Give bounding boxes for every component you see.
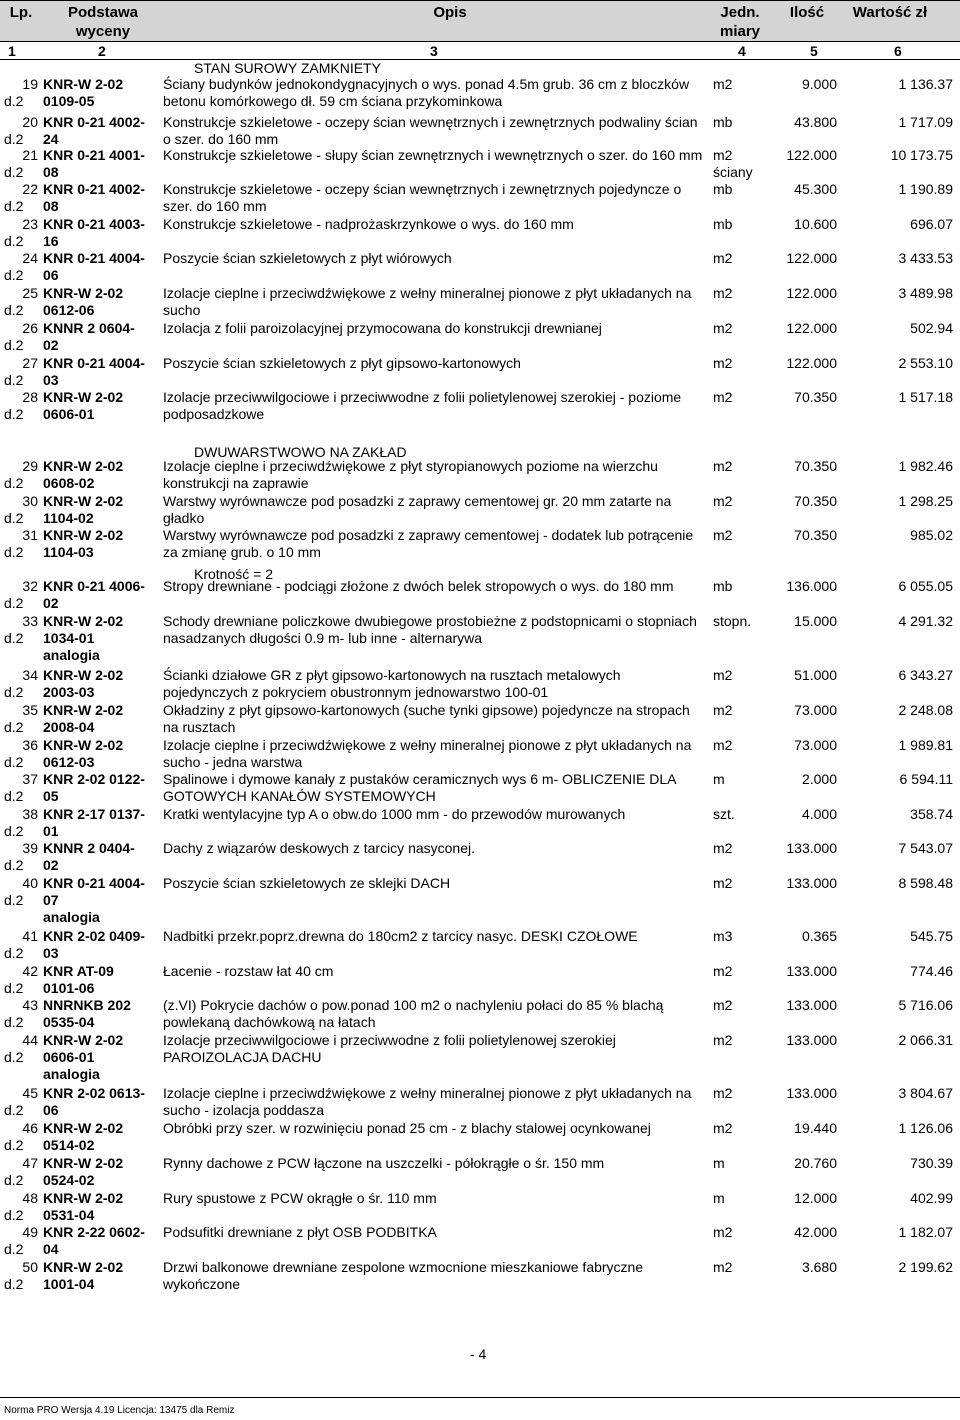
row-value: 3 433.53 — [898, 250, 953, 266]
row-description: Ściany budynków jednokondygnacyjnych o wys. ponad 4.5m grub. 36 cm z bloczków betonu komórkowego dł. 59 cm ściana przykominkowa — [163, 76, 690, 109]
row-unit: m2 — [713, 1032, 733, 1048]
row-description: Konstrukcje szkieletowe - nadprożaskrzynkowe o wys. do 160 mm — [163, 216, 574, 232]
row-quantity: 122.000 — [786, 355, 837, 371]
row-unit: m2 — [713, 702, 733, 718]
row-description: Podsufitki drewniane z płyt OSB PODBITKA — [163, 1224, 437, 1240]
row-description: Konstrukcje szkieletowe - oczepy ścian wewnętrznych i zewnętrznych pojedyncze o szer. do 160 mm — [163, 181, 682, 214]
row-div: d.2 — [4, 892, 24, 908]
row-quantity: 0.365 — [801, 928, 837, 944]
row-unit: mb — [713, 114, 733, 130]
row-basis: KNR 2-02 0122- 05 — [43, 771, 145, 804]
row-description: Okładziny z płyt gipsowo-kartonowych (suche tynki gipsowe) pojedyncze na stropach na rusztach — [163, 702, 690, 735]
row-quantity: 133.000 — [786, 963, 837, 979]
row-description: Izolacja z folii paroizolacyjnej przymocowana do konstrukcji drewnianej — [163, 320, 602, 336]
row-value: 3 804.67 — [898, 1085, 953, 1101]
colnum-4: 4 — [738, 43, 746, 59]
row-unit: m2 — [713, 1120, 733, 1136]
row-unit: m2 — [713, 1224, 733, 1240]
row-div: d.2 — [4, 595, 24, 611]
row-quantity: 133.000 — [786, 840, 837, 856]
row-div: d.2 — [4, 1137, 24, 1153]
row-lp: 47 — [22, 1155, 38, 1171]
row-unit: m2 — [713, 997, 733, 1013]
row-lp: 24 — [22, 250, 38, 266]
row-lp: 22 — [22, 181, 38, 197]
row-quantity: 133.000 — [786, 1032, 837, 1048]
colnum-2: 2 — [98, 43, 106, 59]
header-unit: Jedn. miary — [719, 4, 761, 40]
row-basis: KNR-W 2-02 0608-02 — [43, 458, 124, 491]
row-lp: 42 — [22, 963, 38, 979]
colnum-1: 1 — [8, 43, 16, 59]
row-description: Obróbki przy szer. w rozwinięciu ponad 25 cm - z blachy stalowej ocynkowanej — [163, 1120, 651, 1136]
row-unit: m2 — [713, 1085, 733, 1101]
row-description: Drzwi balkonowe drewniane zespolone wzmocnione mieszkaniowe fabryczne wykończone — [163, 1259, 644, 1292]
table-header — [0, 0, 960, 41]
row-basis: KNR-W 2-02 0531-04 — [43, 1190, 124, 1223]
row-lp: 27 — [22, 355, 38, 371]
row-div: d.2 — [4, 302, 24, 318]
row-quantity: 73.000 — [794, 737, 837, 753]
row-unit: mb — [713, 216, 733, 232]
row-quantity: 133.000 — [786, 997, 837, 1013]
row-description: Konstrukcje szkieletowe - słupy ścian zewnętrznych i wewnętrznych o szer. do 160 mm — [163, 147, 703, 163]
row-description: Izolacje cieplne i przeciwdźwiękowe z wełny mineralnej pionowe z płyt układanych na sucho — [163, 285, 692, 318]
row-value: 502.94 — [910, 320, 953, 336]
row-value: 7 543.07 — [898, 840, 953, 856]
row-quantity: 133.000 — [786, 875, 837, 891]
row-div: d.2 — [4, 1172, 24, 1188]
row-value: 2 199.62 — [898, 1259, 953, 1275]
row-quantity: 19.440 — [794, 1120, 837, 1136]
row-div: d.2 — [4, 198, 24, 214]
row-value: 1 717.09 — [898, 114, 953, 130]
row-div: d.2 — [4, 1241, 24, 1257]
row-basis: KNR-W 2-02 1034-01 analogia — [43, 613, 124, 663]
row-lp: 37 — [22, 771, 38, 787]
row-quantity: 2.000 — [801, 771, 837, 787]
row-quantity: 70.350 — [794, 458, 837, 474]
header-quantity: Ilość — [789, 4, 825, 21]
row-quantity: 122.000 — [786, 320, 837, 336]
row-unit: m2 — [713, 875, 733, 891]
row-lp: 29 — [22, 458, 38, 474]
row-value: 4 291.32 — [898, 613, 953, 629]
row-lp: 44 — [22, 1032, 38, 1048]
row-div: d.2 — [4, 980, 24, 996]
row-description: Spalinowe i dymowe kanały z pustaków ceramicznych wys 6 m- OBLICZENIE DLA GOTOWYCH KANAŁÓW SYSTEMOWYCH — [163, 771, 676, 804]
row-unit: szt. — [713, 806, 735, 822]
row-description: Poszycie ścian szkieletowych z płyt wiórowych — [163, 250, 452, 266]
row-div: d.2 — [4, 823, 24, 839]
row-unit: m2 — [713, 355, 733, 371]
row-basis: KNR-W 2-02 0612-06 — [43, 285, 124, 318]
row-basis: KNR-W 2-02 1104-03 — [43, 527, 124, 560]
row-lp: 48 — [22, 1190, 38, 1206]
row-quantity: 133.000 — [786, 1085, 837, 1101]
row-lp: 31 — [22, 527, 38, 543]
row-value: 358.74 — [910, 806, 953, 822]
row-value: 6 055.05 — [898, 578, 953, 594]
row-value: 1 989.81 — [898, 737, 953, 753]
row-lp: 49 — [22, 1224, 38, 1240]
row-unit: m2 — [713, 76, 733, 92]
row-description: Ścianki działowe GR z płyt gipsowo-kartonowych na rusztach metalowych pojedynczych z pokryciem obustronnym jednowarstwo 100-01 — [163, 667, 621, 700]
row-lp: 50 — [22, 1259, 38, 1275]
row-description: Izolacje cieplne i przeciwdźwiękowe z wełny mineralnej pionowe z płyt układanych na sucho - jedna warstwa — [163, 737, 692, 770]
row-description: Izolacje cieplne i przeciwdźwiękowe z wełny mineralnej pionowe z płyt układanych na sucho - izolacja poddasza — [163, 1085, 692, 1118]
row-div: d.2 — [4, 93, 24, 109]
row-value: 1 298.25 — [898, 493, 953, 509]
row-basis: KNR 2-02 0613- 06 — [43, 1085, 145, 1118]
row-basis: KNR-W 2-02 2003-03 — [43, 667, 124, 700]
row-unit: m2 — [713, 667, 733, 683]
row-quantity: 122.000 — [786, 147, 837, 163]
row-div: d.2 — [4, 131, 24, 147]
colnum-3: 3 — [430, 43, 438, 59]
row-quantity: 51.000 — [794, 667, 837, 683]
row-value: 1 126.06 — [898, 1120, 953, 1136]
row-div: d.2 — [4, 510, 24, 526]
row-div: d.2 — [4, 684, 24, 700]
row-description: Rynny dachowe z PCW łączone na uszczelki - półokrągłe o śr. 150 mm — [163, 1155, 605, 1171]
row-basis: KNR 0-21 4002- 24 — [43, 114, 145, 147]
row-value: 1 136.37 — [898, 76, 953, 92]
row-basis: KNR 0-21 4006- 02 — [43, 578, 145, 611]
row-lp: 43 — [22, 997, 38, 1013]
row-lp: 20 — [22, 114, 38, 130]
row-lp: 23 — [22, 216, 38, 232]
row-lp: 46 — [22, 1120, 38, 1136]
row-value: 1 182.07 — [898, 1224, 953, 1240]
row-quantity: 70.350 — [794, 389, 837, 405]
row-div: d.2 — [4, 475, 24, 491]
row-value: 2 066.31 — [898, 1032, 953, 1048]
row-lp: 40 — [22, 875, 38, 891]
row-quantity: 42.000 — [794, 1224, 837, 1240]
rule-top — [0, 0, 960, 1]
page-number: - 4 — [470, 1346, 487, 1362]
row-unit: mb — [713, 181, 733, 197]
row-basis: KNR-W 2-02 2008-04 — [43, 702, 124, 735]
row-basis: KNR 2-22 0602- 04 — [43, 1224, 145, 1257]
header-basis: Podstawa wyceny — [67, 4, 139, 40]
row-value: 774.46 — [910, 963, 953, 979]
row-lp: 45 — [22, 1085, 38, 1101]
row-description: Stropy drewniane - podciągi złożone z dwóch belek stropowych o wys. do 180 mm — [163, 578, 674, 594]
row-unit: m2 — [713, 320, 733, 336]
row-value: 1 517.18 — [898, 389, 953, 405]
row-description: Warstwy wyrównawcze pod posadzki z zaprawy cementowej - dodatek lub potrącenie za zmianę grub. o 10 mm — [163, 527, 694, 560]
row-unit: mb — [713, 578, 733, 594]
row-div: d.2 — [4, 719, 24, 735]
section-title-dwuwarstwowo: DWUWARSTWOWO NA ZAKŁAD — [194, 444, 407, 460]
row-description: Łacenie - rozstaw łat 40 cm — [163, 963, 334, 979]
row-lp: 36 — [22, 737, 38, 753]
row-unit: m2 — [713, 737, 733, 753]
row-basis: KNR-W 2-02 0606-01 — [43, 389, 124, 422]
row-value: 696.07 — [910, 216, 953, 232]
row-basis: KNR 0-21 4001- 08 — [43, 147, 145, 180]
row-value: 545.75 — [910, 928, 953, 944]
row-basis: KNR AT-09 0101-06 — [43, 963, 114, 996]
row-lp: 38 — [22, 806, 38, 822]
row-div: d.2 — [4, 372, 24, 388]
row-basis: KNR 0-21 4002- 08 — [43, 181, 145, 214]
row-unit: m2 — [713, 493, 733, 509]
row-value: 2 553.10 — [898, 355, 953, 371]
row-basis: KNR-W 2-02 0109-05 — [43, 76, 124, 109]
row-div: d.2 — [4, 857, 24, 873]
row-div: d.2 — [4, 1014, 24, 1030]
row-lp: 30 — [22, 493, 38, 509]
section-title-stan-surowy: STAN SUROWY ZAMKNIETY — [194, 60, 381, 76]
row-basis: KNR 0-21 4004- 06 — [43, 250, 145, 283]
row-value: 402.99 — [910, 1190, 953, 1206]
row-div: d.2 — [4, 945, 24, 961]
row-quantity: 70.350 — [794, 527, 837, 543]
row-value: 6 343.27 — [898, 667, 953, 683]
row-lp: 25 — [22, 285, 38, 301]
row-description: Dachy z wiązarów deskowych z tarcicy nasyconej. — [163, 840, 476, 856]
row-unit: m — [713, 1155, 725, 1171]
row-div: d.2 — [4, 1276, 24, 1292]
row-description: Konstrukcje szkieletowe - oczepy ścian wewnętrznych i zewnętrznych podwaliny ścian o szer. do 160 mm — [163, 114, 698, 147]
row-description: Izolacje przeciwwilgociowe i przeciwwodne z folii polietylenowej szerokiej PAROIZOLACJA DACHU — [163, 1032, 616, 1065]
row-quantity: 3.680 — [801, 1259, 837, 1275]
row-div: d.2 — [4, 630, 24, 646]
row-lp: 28 — [22, 389, 38, 405]
row-unit: m2 — [713, 840, 733, 856]
row-unit: m2 — [713, 389, 733, 405]
row-basis: KNNR 2 0604- 02 — [43, 320, 135, 353]
row-basis: KNR-W 2-02 0514-02 — [43, 1120, 124, 1153]
row-unit: stopn. — [713, 613, 752, 629]
row-unit: m — [713, 771, 725, 787]
row-unit: m2 — [713, 458, 733, 474]
row-description: Izolacje cieplne i przeciwdźwiękowe z płyt styropianowych poziome na wierzchu konstrukcji na zaprawie — [163, 458, 658, 491]
row-div: d.2 — [4, 406, 24, 422]
row-basis: KNR-W 2-02 0612-03 — [43, 737, 124, 770]
row-lp: 35 — [22, 702, 38, 718]
row-value: 3 489.98 — [898, 285, 953, 301]
row-div: d.2 — [4, 1102, 24, 1118]
row-basis: KNR-W 2-02 0524-02 — [43, 1155, 124, 1188]
row-value: 6 594.11 — [899, 771, 953, 787]
row-basis: KNR-W 2-02 1001-04 — [43, 1259, 124, 1292]
row-lp: 32 — [22, 578, 38, 594]
footer-license: Norma PRO Wersja 4.19 Licencja: 13475 dla Remiz — [4, 1405, 235, 1416]
row-value: 5 716.06 — [898, 997, 953, 1013]
row-quantity: 122.000 — [786, 250, 837, 266]
row-unit: m2 — [713, 1259, 733, 1275]
row-div: d.2 — [4, 337, 24, 353]
row-quantity: 20.760 — [794, 1155, 837, 1171]
row-quantity: 9.000 — [801, 76, 837, 92]
row-quantity: 45.300 — [794, 181, 837, 197]
row-lp: 41 — [22, 928, 38, 944]
row-basis: KNR 0-21 4003- 16 — [43, 216, 145, 249]
row-value: 2 248.08 — [898, 702, 953, 718]
row-quantity: 4.000 — [801, 806, 837, 822]
row-quantity: 122.000 — [786, 285, 837, 301]
row-basis: KNR 0-21 4004- 07 analogia — [43, 875, 145, 925]
row-unit: m3 — [713, 928, 733, 944]
row-div: d.2 — [4, 1049, 24, 1065]
row-description: Poszycie ścian szkieletowych z płyt gipsowo-kartonowych — [163, 355, 521, 371]
row-quantity: 12.000 — [794, 1190, 837, 1206]
row-unit: m2 ściany — [713, 147, 753, 180]
row-quantity: 43.800 — [794, 114, 837, 130]
header-description: Opis — [433, 4, 467, 21]
row-lp: 39 — [22, 840, 38, 856]
row-unit: m2 — [713, 527, 733, 543]
rule-colnums — [0, 59, 960, 60]
row-description: Schody drewniane policzkowe dwubiegowe prostobieżne z podstopnicami o stopniach nasadzanych długości 0.9 m- lub inne - alternarywa — [163, 613, 697, 646]
rule-footer — [0, 1397, 960, 1398]
row-unit: m2 — [713, 963, 733, 979]
row-value: 730.39 — [910, 1155, 953, 1171]
row-description: (z.VI) Pokrycie dachów o pow.ponad 100 m2 o nachyleniu połaci do 85 % blachą powlekaną dachówkową na łatach — [163, 997, 664, 1030]
row-basis: KNR-W 2-02 1104-02 — [43, 493, 124, 526]
row-value: 985.02 — [910, 527, 953, 543]
header-lp: Lp. — [9, 4, 33, 21]
row-basis: KNR 2-17 0137- 01 — [43, 806, 145, 839]
row-unit: m2 — [713, 285, 733, 301]
row-value: 1 190.89 — [898, 181, 953, 197]
row-basis: KNR 0-21 4004- 03 — [43, 355, 145, 388]
row-div: d.2 — [4, 267, 24, 283]
row-description: Poszycie ścian szkieletowych ze sklejki DACH — [163, 875, 451, 891]
row-div: d.2 — [4, 164, 24, 180]
row-basis: KNR 2-02 0409- 03 — [43, 928, 145, 961]
row-div: d.2 — [4, 788, 24, 804]
row-description: Kratki wentylacyjne typ A o obw.do 1000 mm - do przewodów murowanych — [163, 806, 626, 822]
row-value: 10 173.75 — [890, 147, 953, 163]
header-value: Wartość zł — [852, 4, 928, 21]
row-lp: 21 — [22, 147, 38, 163]
row-value: 1 982.46 — [898, 458, 953, 474]
row-basis: KNNR 2 0404- 02 — [43, 840, 135, 873]
section-note-krotnosc: Krotność = 2 — [194, 566, 273, 582]
row-div: d.2 — [4, 233, 24, 249]
row-quantity: 15.000 — [794, 613, 837, 629]
row-quantity: 70.350 — [794, 493, 837, 509]
row-basis: NNRNKB 202 0535-04 — [43, 997, 131, 1030]
row-lp: 34 — [22, 667, 38, 683]
colnum-6: 6 — [894, 43, 902, 59]
row-description: Rury spustowe z PCW okrągłe o śr. 110 mm — [163, 1190, 437, 1206]
row-lp: 26 — [22, 320, 38, 336]
row-quantity: 73.000 — [794, 702, 837, 718]
row-lp: 19 — [22, 76, 38, 92]
row-quantity: 10.600 — [794, 216, 837, 232]
row-lp: 33 — [22, 613, 38, 629]
row-description: Nadbitki przekr.poprz.drewna do 180cm2 z tarcicy nasyc. DESKI CZOŁOWE — [163, 928, 638, 944]
row-unit: m2 — [713, 250, 733, 266]
row-quantity: 136.000 — [786, 578, 837, 594]
colnum-5: 5 — [810, 43, 818, 59]
row-div: d.2 — [4, 544, 24, 560]
row-basis: KNR-W 2-02 0606-01 analogia — [43, 1032, 124, 1082]
row-value: 8 598.48 — [898, 875, 953, 891]
row-description: Izolacje przeciwwilgociowe i przeciwwodne z folii polietylenowej szerokiej - poziome podposadzkowe — [163, 389, 682, 422]
row-description: Warstwy wyrównawcze pod posadzki z zaprawy cementowej gr. 20 mm zatarte na gładko — [163, 493, 672, 526]
row-unit: m — [713, 1190, 725, 1206]
row-div: d.2 — [4, 1207, 24, 1223]
row-div: d.2 — [4, 754, 24, 770]
